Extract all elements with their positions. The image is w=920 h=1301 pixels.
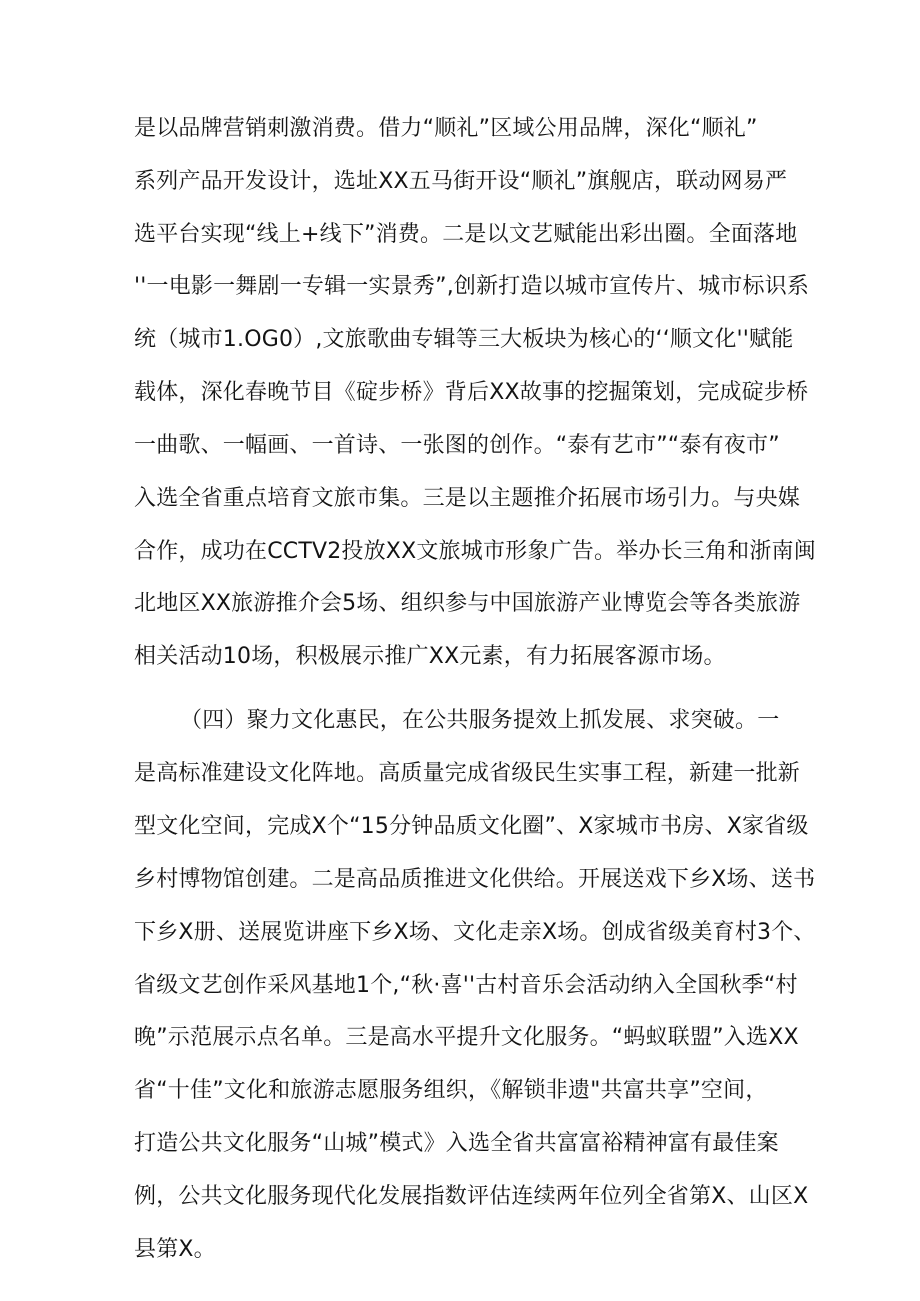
text-line: 选平台实现“线上+线下”消费。二是以文艺赋能出彩出圈。全面落地 — [134, 222, 798, 247]
text-line: 乡村博物馆创建。二是高品质推进文化供给。开展送戏下乡X场、送书 — [134, 867, 816, 892]
text-line: 省“十佳”文化和旅游志愿服务组织，《解锁非遗"共富共享”空间， — [134, 1078, 768, 1103]
text-line: 入选全省重点培育文旅市集。三是以主题推介拓展市场引力。与央媒 — [134, 486, 801, 511]
text-line: 型文化空间，完成X个“15分钟品质文化圈”、X家城市书房、X家省级 — [134, 814, 809, 839]
text-line: 例，公共文化服务现代化发展指数评估连续两年位列全省第X、山区X — [134, 1184, 809, 1209]
text-line: （四）聚力文化惠民，在公共服务提效上抓发展、求突破。一 — [180, 708, 780, 733]
text-line: 省级文艺创作采风基地1个,“秋·喜''古村音乐会活动纳入全国秋季“村 — [134, 973, 798, 998]
text-line: 一曲歌、一幅画、一首诗、一张图的创作。“泰有艺市”“泰有夜市” — [134, 433, 780, 458]
text-line: 相关活动10场，积极展示推广XX元素，有力拓展客源市场。 — [134, 644, 726, 669]
text-line: 是以品牌营销刺激消费。借力“顺礼”区域公用品牌，深化“顺礼” — [134, 116, 758, 141]
text-line: 北地区XX旅游推介会5场、组织参与中国旅游产业博览会等各类旅游 — [134, 591, 801, 616]
text-line: 是高标准建设文化阵地。高质量完成省级民生实事工程，新建一批新 — [134, 761, 801, 786]
text-line: ''一电影一舞剧一专辑一实景秀”,创新打造以城市宣传片、城市标识系 — [134, 274, 810, 299]
text-line: 打造公共文化服务“山城”模式》入选全省共富富裕精神富有最佳案 — [134, 1131, 779, 1156]
text-line: 合作，成功在CCTV2投放XX文旅城市形象广告。举办长三角和浙南闽 — [134, 539, 816, 564]
text-line: 晚”示范展示点名单。三是高水平提升文化服务。“蚂蚁联盟”入选XX — [134, 1025, 799, 1050]
text-line: 统（城市1.OG0）,文旅歌曲专辑等三大板块为核心的‘‘顺文化''赋能 — [134, 327, 794, 352]
text-line: 下乡X册、送展览讲座下乡X场、文化走亲X场。创成省级美育村3个、 — [134, 920, 816, 945]
text-line: 载体，深化春晚节目《碇步桥》背后XX故事的挖掘策划，完成碇步桥 — [134, 380, 809, 405]
text-line: 系列产品开发设计，选址XX五马街开设“顺礼”旗舰店，联动网易严 — [134, 169, 788, 194]
text-line: 县第X。 — [134, 1237, 216, 1262]
